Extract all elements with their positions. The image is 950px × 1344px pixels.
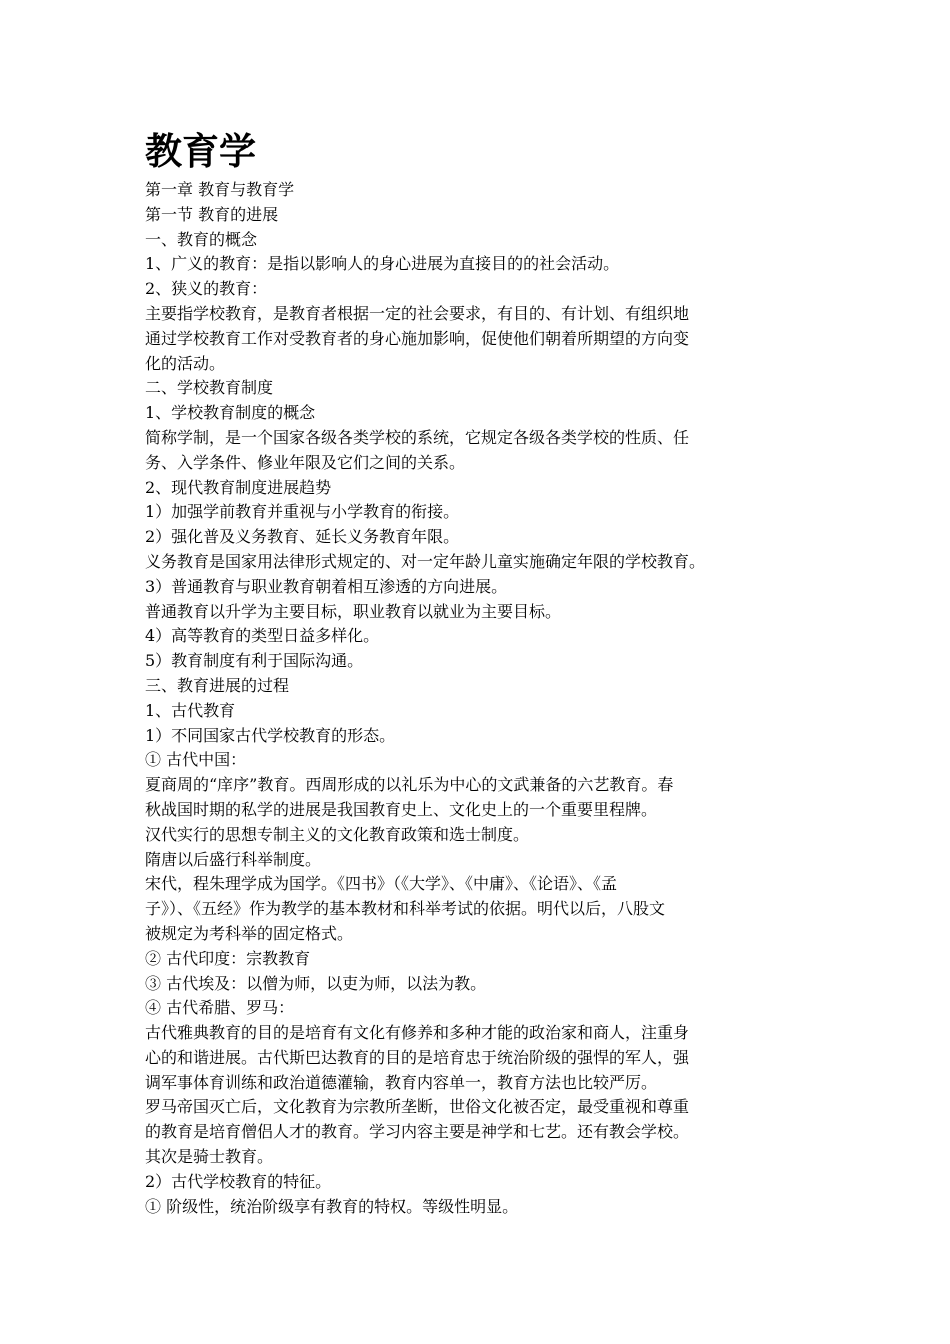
text-line: 通过学校教育工作对受教育者的身心施加影响，促使他们朝着所期望的方向变 [145, 328, 690, 348]
text-line: 2）古代学校教育的特征。 [145, 1171, 332, 1191]
text-line: 化的活动。 [145, 353, 226, 373]
text-line: ④ 古代希腊、罗马： [145, 998, 295, 1018]
text-line: ① 古代中国： [145, 750, 247, 770]
text-line: 2、狭义的教育： [145, 279, 268, 299]
text-line: 主要指学校教育，是教育者根据一定的社会要求，有目的、有计划、有组织地 [145, 303, 690, 323]
text-line: 汉代实行的思想专制主义的文化教育政策和选士制度。 [145, 824, 530, 844]
text-line: 简称学制，是一个国家各级各类学校的系统，它规定各级各类学校的性质、任 [145, 427, 690, 447]
text-line: 秋战国时期的私学的进展是我国教育史上、文化史上的一个重要里程牌。 [145, 799, 658, 819]
document-page [145, 128, 825, 1219]
text-line: 一、教育的概念 [145, 229, 258, 249]
text-line: 其次是骑士教育。 [145, 1147, 274, 1167]
text-line: 1、古代教育 [145, 700, 236, 720]
text-line: 古代雅典教育的目的是培育有文化有修养和多种才能的政治家和商人，注重身 [145, 1023, 690, 1043]
text-line: ③ 古代埃及：以僧为师，以吏为师，以法为教。 [145, 973, 487, 993]
text-line: 1、学校教育制度的概念 [145, 403, 316, 423]
text-line: ① 阶级性，统治阶级享有教育的特权。等级性明显。 [145, 1196, 519, 1216]
text-line: 二、学校教育制度 [145, 378, 274, 398]
text-line: 夏商周的“庠序”教育。西周形成的以礼乐为中心的文武兼备的六艺教育。春 [145, 775, 674, 795]
text-line: 普通教育以升学为主要目标，职业教育以就业为主要目标。 [145, 601, 562, 621]
text-line: 的教育是培育僧侣人才的教育。学习内容主要是神学和七艺。还有教会学校。 [145, 1122, 690, 1142]
text-line: 第一节 教育的进展 [145, 204, 279, 224]
text-line: 义务教育是国家用法律形式规定的、对一定年龄儿童实施确定年限的学校教育。 [145, 551, 706, 571]
document-body [145, 178, 825, 1219]
text-line: 1、广义的教育：是指以影响人的身心进展为直接目的的社会活动。 [145, 254, 620, 274]
text-line: 1）不同国家古代学校教育的形态。 [145, 725, 396, 745]
text-line: 4）高等教育的类型日益多样化。 [145, 626, 380, 646]
text-line: 2）强化普及义务教育、延长义务教育年限。 [145, 527, 460, 547]
text-line: 子》）、《五经》作为教学的基本教材和科举考试的依据。明代以后，八股文 [145, 899, 666, 919]
text-line: 5）教育制度有利于国际沟通。 [145, 651, 364, 671]
document-title: 教育学 [145, 129, 256, 173]
text-line: 宋代，程朱理学成为国学。《四书》（《大学》、《中庸》、《论语》、《孟 [145, 874, 618, 894]
text-line: 第一章 教育与教育学 [145, 180, 295, 199]
text-line: 三、教育进展的过程 [145, 675, 290, 695]
text-line: 被规定为考科举的固定格式。 [145, 923, 354, 943]
text-line: 1）加强学前教育并重视与小学教育的衔接。 [145, 502, 460, 522]
text-line: 心的和谐进展。古代斯巴达教育的目的是培育忠于统治阶级的强悍的军人，强 [145, 1047, 690, 1067]
text-line: ② 古代印度：宗教教育 [145, 948, 311, 968]
text-line: 务、入学条件、修业年限及它们之间的关系。 [145, 452, 466, 472]
text-line: 调军事体育训练和政治道德灌输，教育内容单一，教育方法也比较严厉。 [145, 1072, 658, 1092]
text-line: 罗马帝国灭亡后，文化教育为宗教所垄断，世俗文化被否定，最受重视和尊重 [145, 1097, 690, 1117]
text-line: 2、现代教育制度进展趋势 [145, 477, 332, 497]
text-line: 3）普通教育与职业教育朝着相互渗透的方向进展。 [145, 576, 508, 596]
text-line: 隋唐以后盛行科举制度。 [145, 849, 322, 869]
